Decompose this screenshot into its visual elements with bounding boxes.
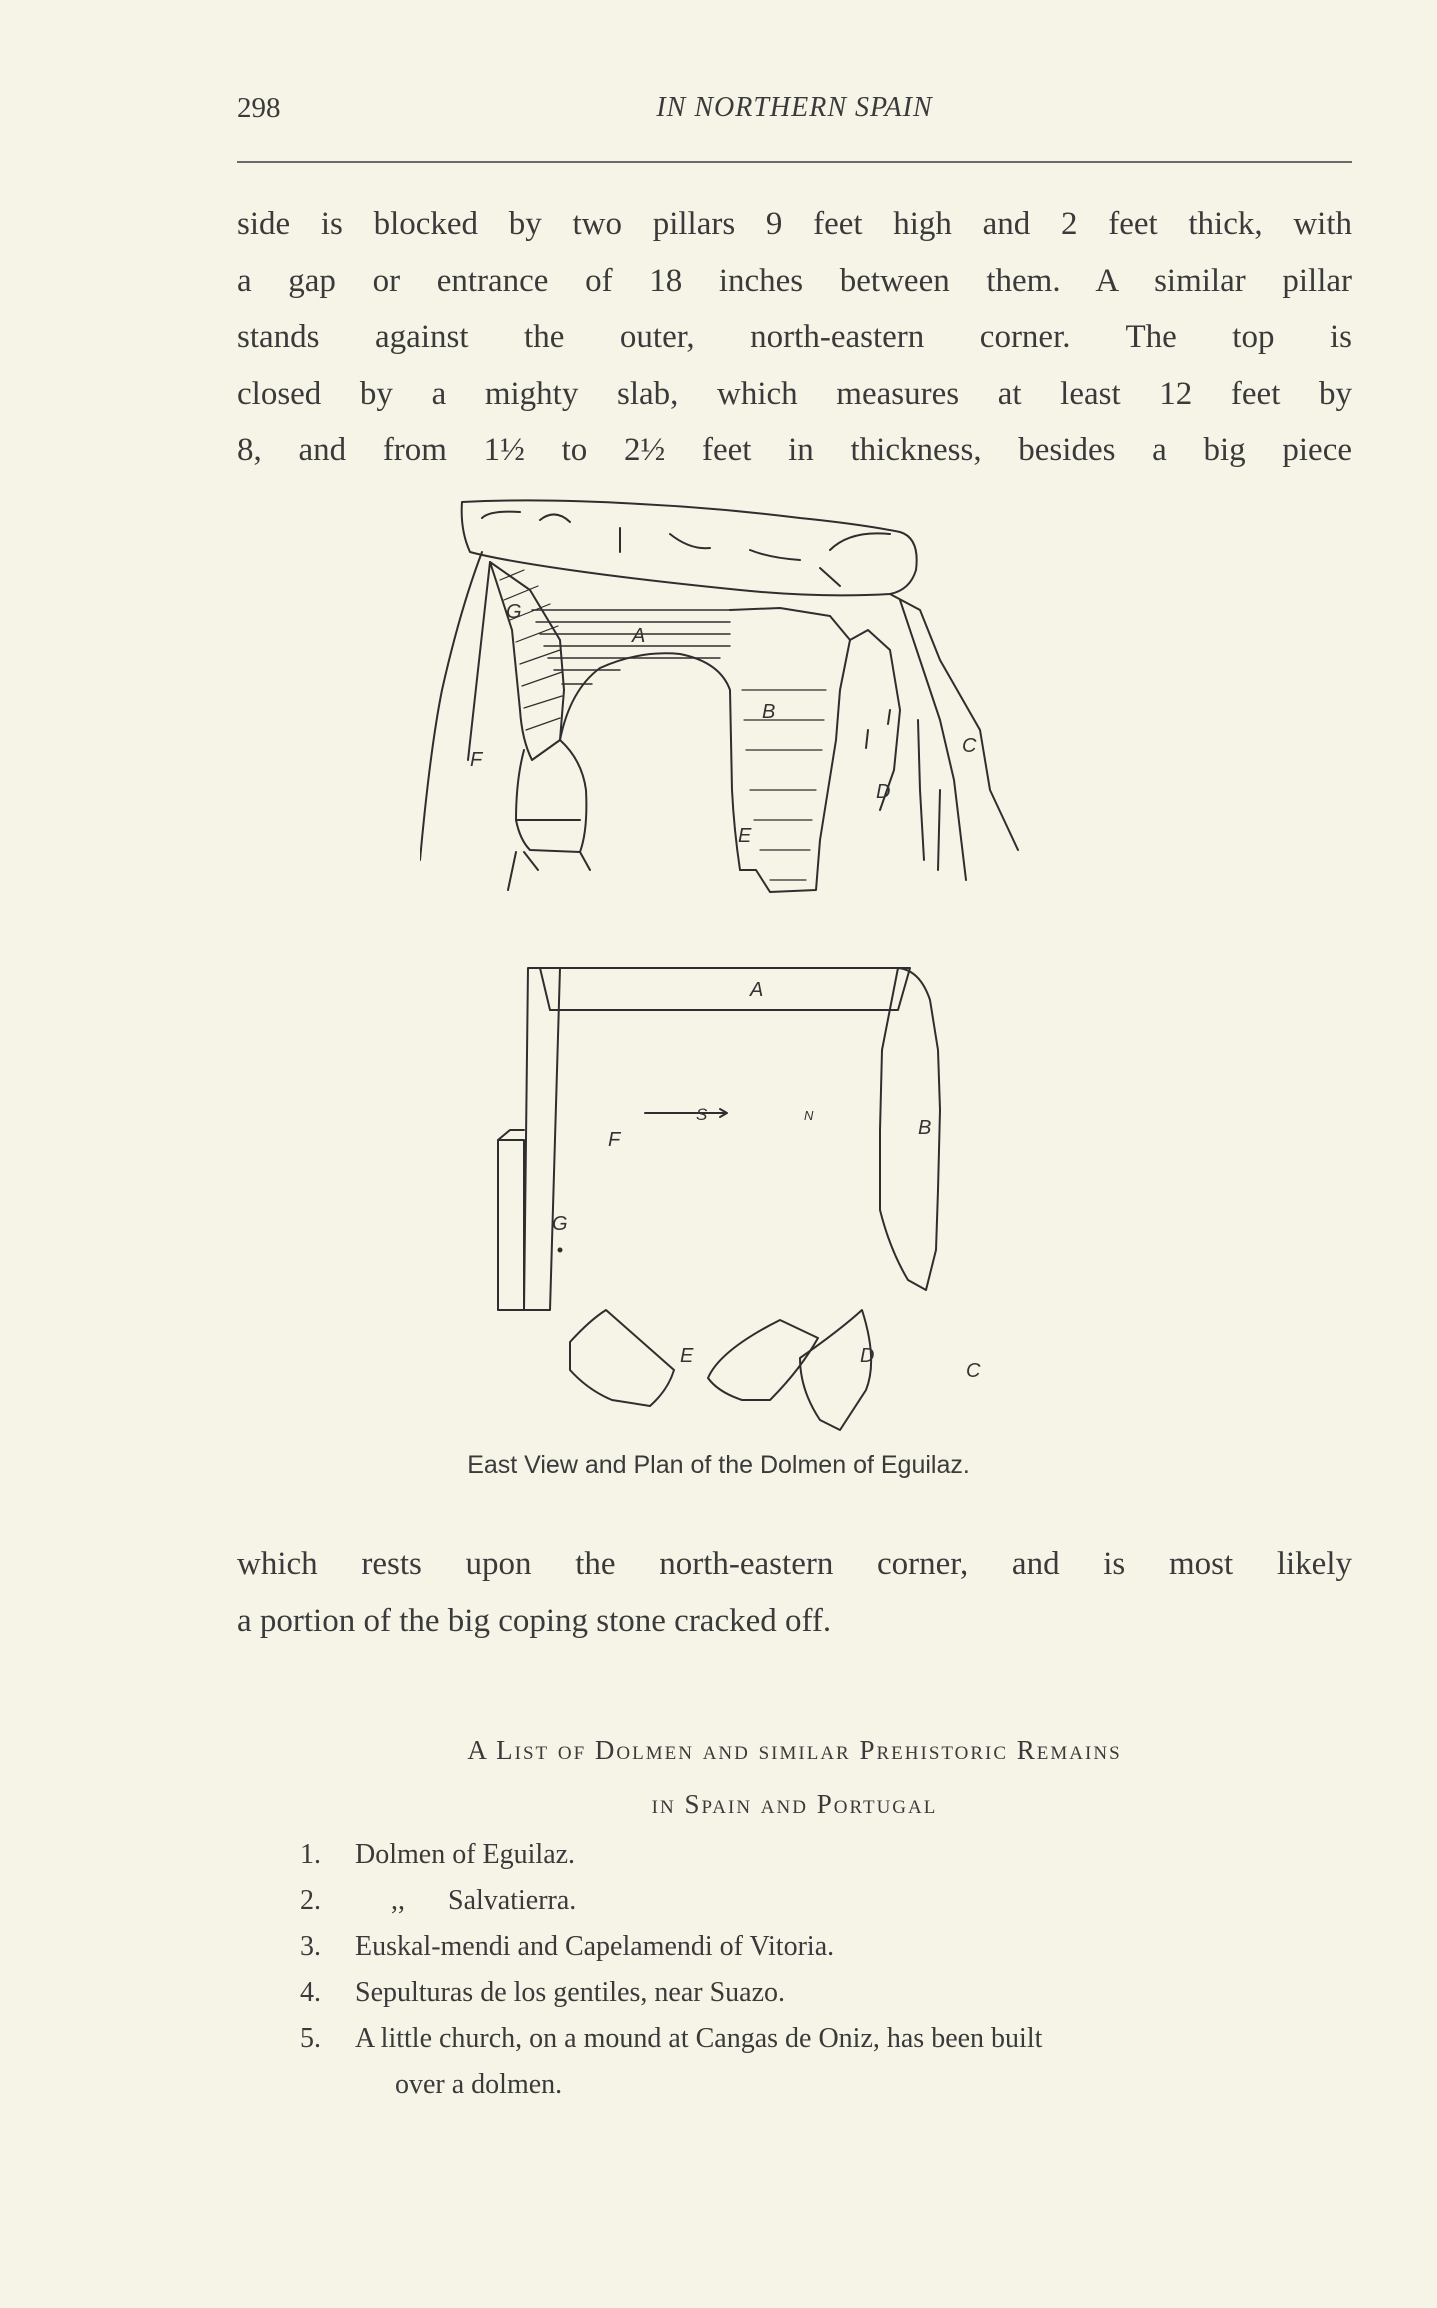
orientation-south: S xyxy=(696,1105,708,1124)
list-text: Sepulturas de los gentiles, near Suazo. xyxy=(355,1977,786,2008)
list-text: Euskal-mendi and Capelamendi of Vitoria. xyxy=(355,1931,835,1962)
running-head xyxy=(237,92,1352,132)
elevation-label: F xyxy=(470,749,483,771)
plan-stone-d xyxy=(708,1320,818,1400)
list-number: 1. xyxy=(300,1839,321,1870)
dolmen-list xyxy=(300,1832,1352,2108)
header-rule xyxy=(237,161,1352,163)
list-text: Dolmen of Eguilaz. xyxy=(355,1839,576,1870)
elevation-label: A xyxy=(632,625,646,647)
orientation-arrow xyxy=(645,1109,727,1117)
orientation-north: N xyxy=(804,1108,814,1123)
list-text: Salvatierra. xyxy=(448,1885,577,1916)
list-item xyxy=(300,1832,1352,1878)
plan-stone-g xyxy=(498,1140,524,1310)
list-number: 5. xyxy=(300,2023,321,2054)
plan-label: A xyxy=(750,979,764,1001)
pillar-f xyxy=(420,552,482,860)
page-number: 298 xyxy=(237,92,281,124)
dolmen-illustration xyxy=(420,490,1160,1450)
plan-label: B xyxy=(918,1117,932,1139)
elevation-label: C xyxy=(962,735,977,757)
running-title: IN NORTHERN SPAIN xyxy=(656,92,933,123)
elevation-label: B xyxy=(762,701,776,723)
list-item xyxy=(300,1924,1352,1970)
plan-label: E xyxy=(680,1345,694,1367)
stone-c xyxy=(890,594,1018,850)
text-line: stands against the outer, north-eastern corner. The top is xyxy=(237,319,1352,355)
list-number: 2. xyxy=(300,1885,321,1916)
plan-label: C xyxy=(966,1360,981,1382)
list-heading xyxy=(237,1723,1352,1831)
capstone xyxy=(462,500,917,595)
list-text-continuation: over a dolmen. xyxy=(395,2069,563,2100)
elevation-label: D xyxy=(876,781,891,803)
list-item xyxy=(300,1878,1352,1924)
list-heading-line: A List of Dolmen and similar Prehistoric Remains xyxy=(467,1735,1122,1765)
text-line: a portion of the big coping stone cracked off. xyxy=(237,1602,832,1639)
text-line: 8, and from 1½ to 2½ feet in thickness, besides a big piece xyxy=(237,432,1352,468)
text-line: closed by a mighty slab, which measures at least 12 feet by xyxy=(237,375,1352,412)
plan-stone-c xyxy=(800,1310,871,1430)
text-line: side is blocked by two pillars 9 feet high and 2 feet thick, with xyxy=(237,206,1352,242)
plan-label: G xyxy=(552,1213,568,1235)
plan-label: D xyxy=(860,1345,875,1367)
list-item xyxy=(300,1970,1352,2016)
entrance-e xyxy=(560,653,740,870)
text-line: a gap or entrance of 18 inches between them. A similar pillar xyxy=(237,262,1352,299)
paragraph-2 xyxy=(237,1536,1352,1649)
plan-stone-e xyxy=(570,1310,674,1406)
plan-label: F xyxy=(608,1129,621,1151)
list-number: 4. xyxy=(300,1977,321,2008)
paragraph-1 xyxy=(237,196,1352,479)
elevation-label: E xyxy=(738,825,752,847)
list-number: 3. xyxy=(300,1931,321,1962)
plan-pillar-f xyxy=(524,968,560,1310)
text-line: which rests upon the north-eastern corner, and is most likely xyxy=(237,1546,1352,1582)
list-text: A little church, on a mound at Cangas de Oniz, has been built xyxy=(355,2023,1043,2054)
list-item xyxy=(300,2016,1352,2108)
list-heading-line: in Spain and Portugal xyxy=(651,1789,938,1819)
elevation-label: G xyxy=(506,601,522,623)
stone-d xyxy=(850,630,900,810)
plan-capstone-a xyxy=(540,968,910,1010)
ditto-mark: ,, xyxy=(391,1885,405,1916)
figure-caption: East View and Plan of the Dolmen of Eguilaz. xyxy=(467,1451,970,1479)
